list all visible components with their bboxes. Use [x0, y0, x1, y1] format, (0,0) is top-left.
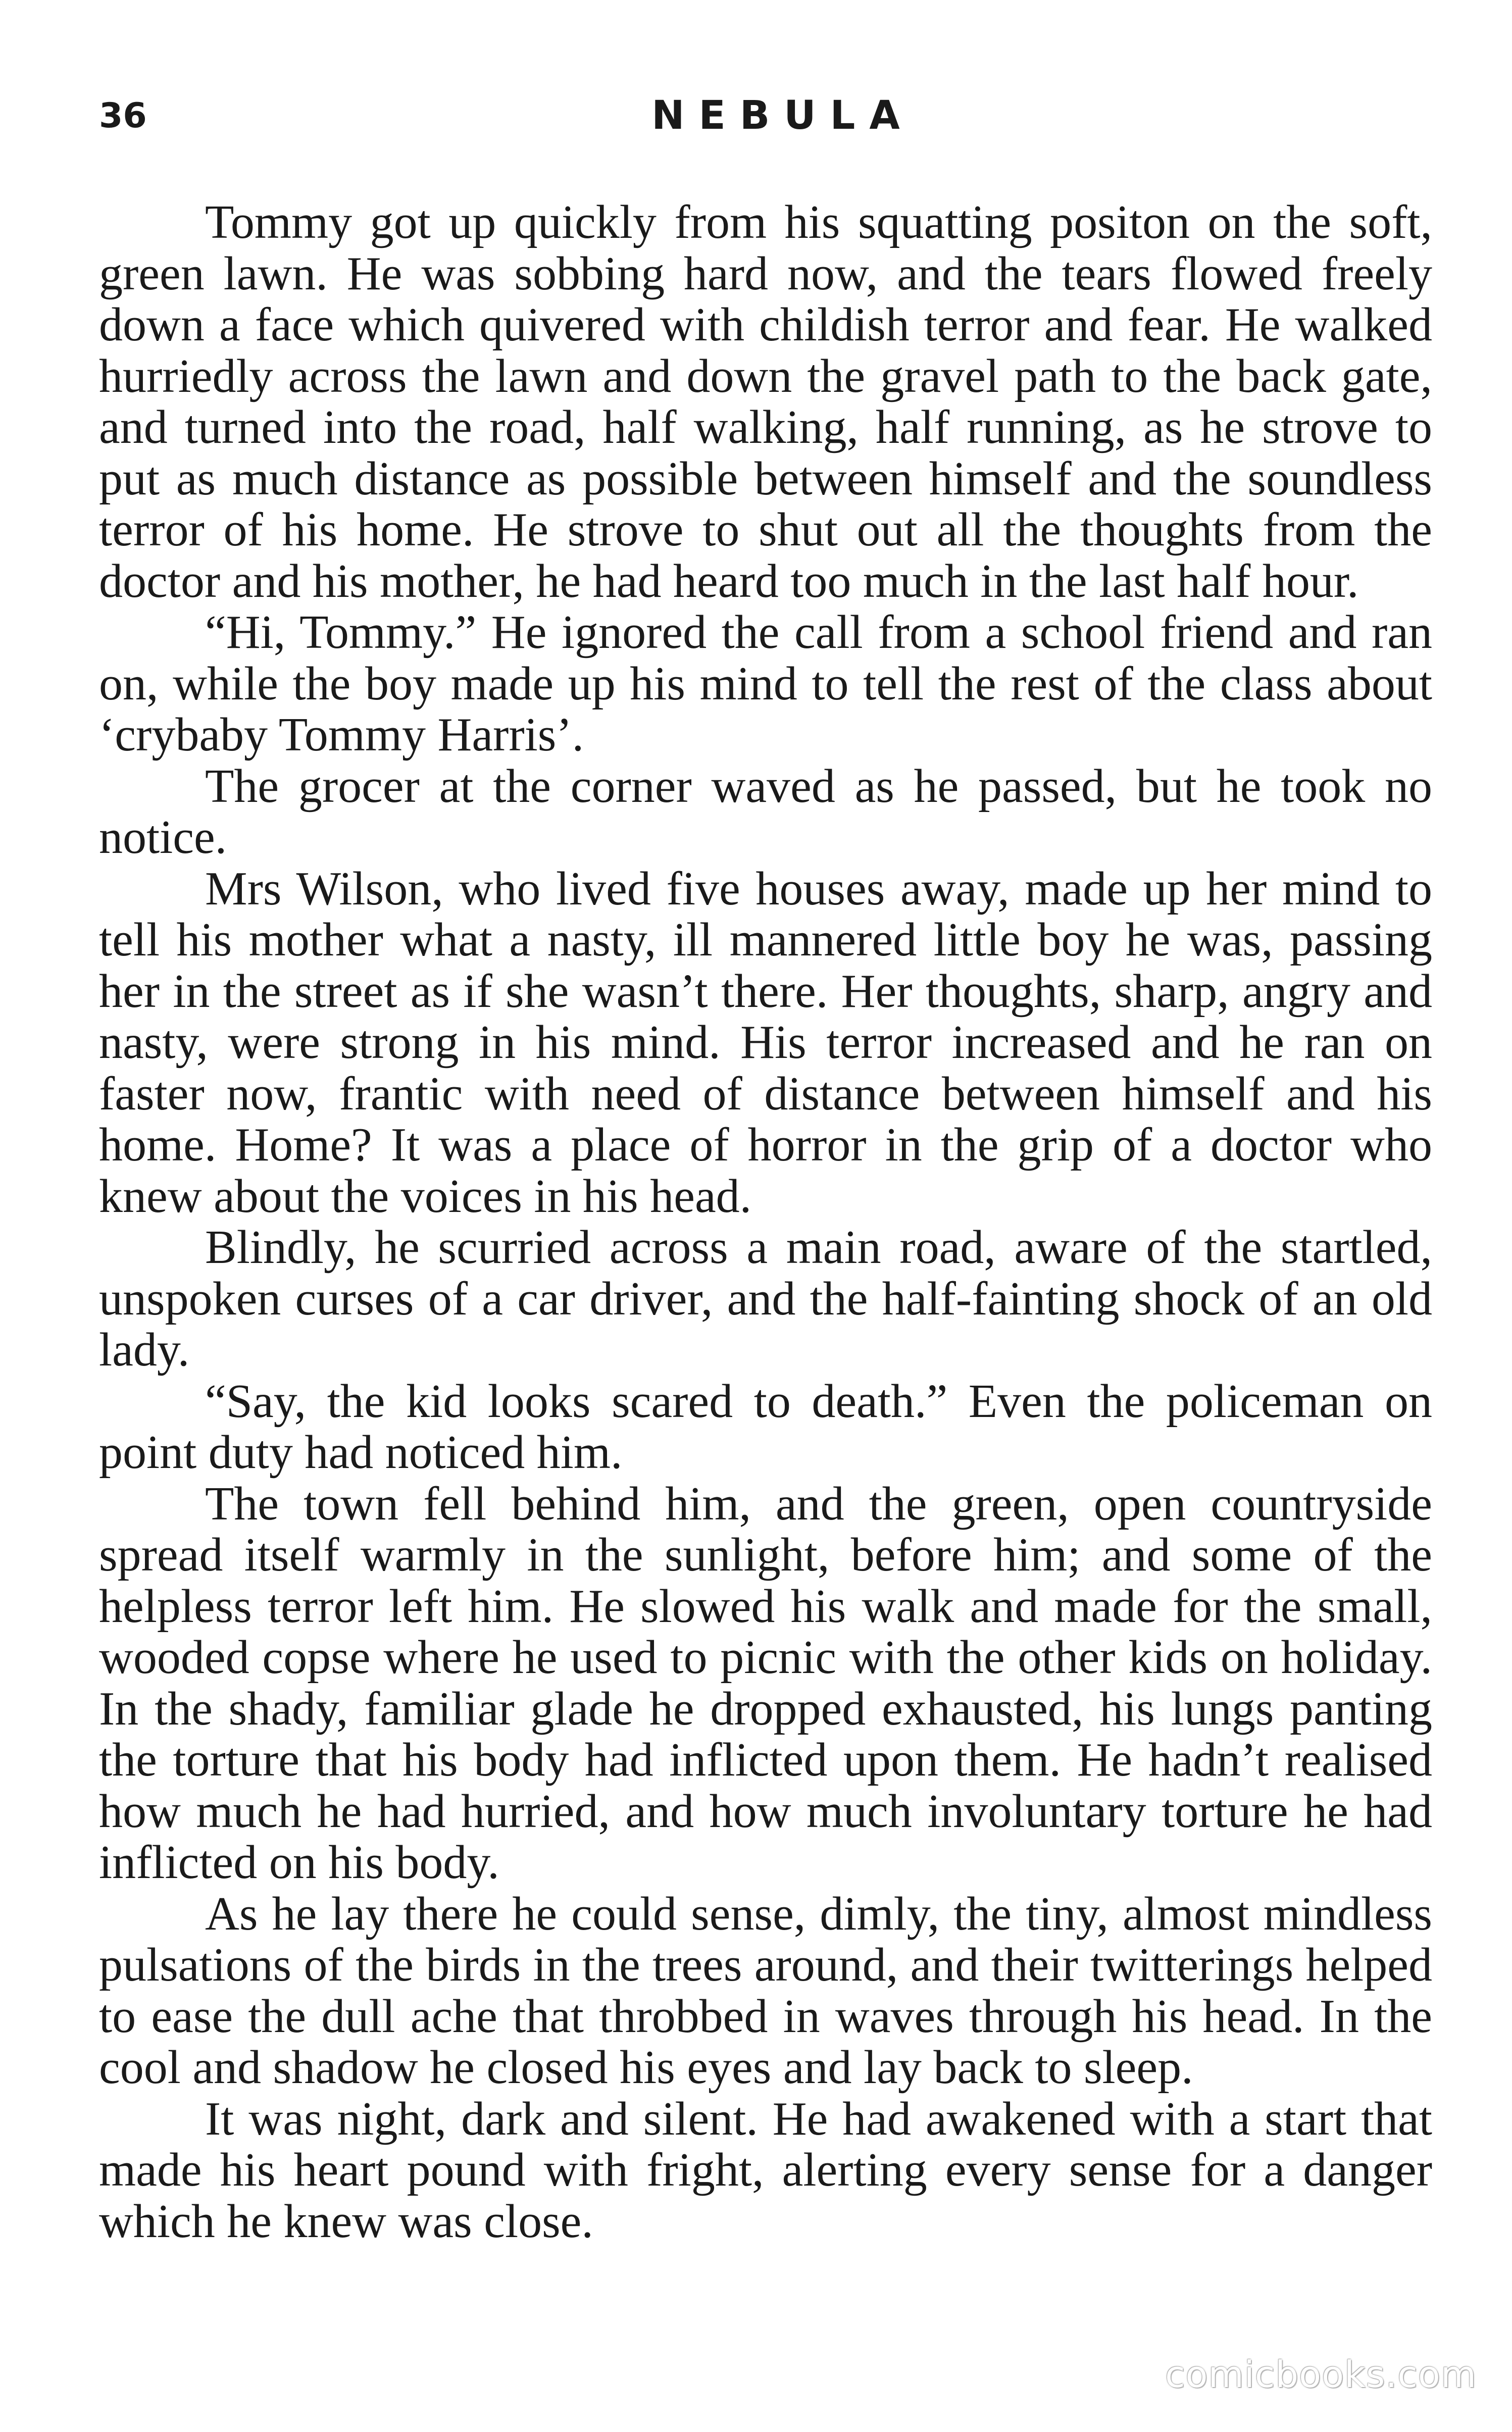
- paragraph: The town fell behind him, and the green, open countryside spread itself warmly in the sunlight, before him; and some of the helpless terror left him. He slowed his walk and made for the small, wooded copse where he used to picnic with the other kids on holiday. In the shady, familiar glade he dropped exhausted, his lungs panting the torture that his body had inflicted upon them. He hadn’t realised how much he had hurried, and how much involuntary torture he had inflicted on his body.: [99, 1477, 1432, 1889]
- page-number: 36: [99, 96, 147, 136]
- paragraph: Blindly, he scurried across a main road, aware of the startled, unspoken curses of a car driver, and the half-fainting shock of an old lady.: [99, 1221, 1432, 1376]
- paragraph: As he lay there he could sense, dimly, the tiny, almost mindless pulsations of the birds in the trees around, and their twitterings helped to ease the dull ache that throbbed in waves through his head. In the cool and shadow he closed his eyes and lay back to sleep.: [99, 1887, 1432, 2094]
- running-title: NEBULA: [651, 93, 914, 138]
- paragraph: “Say, the kid looks scared to death.” Even the policeman on point duty had noticed him.: [99, 1375, 1432, 1479]
- paragraph: The grocer at the corner waved as he passed, but he took no notice.: [99, 759, 1432, 864]
- paragraph: Tommy got up quickly from his squatting positon on the soft, green lawn. He was sobbing hard now, and the tears flowed freely down a face which quivered with childish terror and fear. He walked hurriedly across the lawn and down the gravel path to the back gate, and turned into the road, half walking, half running, as he strove to put as much distance as possible between himself and the soundless terror of his home. He strove to shut out all the thoughts from the doctor and his mother, he had heard too much in the last half hour.: [99, 196, 1432, 607]
- paragraph: Mrs Wilson, who lived five houses away, made up her mind to tell his mother what a nasty, ill mannered little boy he was, passing her in the street as if she wasn’t there. Her thoughts, sharp, angry and nasty, were strong in his mind. His terror increased and he ran on faster now, frantic with need of distance between himself and his home. Home? It was a place of horror in the grip of a doctor who knew about the voices in his head.: [99, 862, 1432, 1223]
- paragraph: It was night, dark and silent. He had awakened with a start that made his heart pound with fright, alerting every sense for a danger which he knew was close.: [99, 2092, 1432, 2248]
- paragraph: “Hi, Tommy.” He ignored the call from a school friend and ran on, while the boy made up his mind to tell the rest of the class about ‘crybaby Tommy Harris’.: [99, 606, 1432, 761]
- site-watermark: comicbooks.com: [1165, 2353, 1477, 2396]
- story-text: [99, 197, 1432, 2247]
